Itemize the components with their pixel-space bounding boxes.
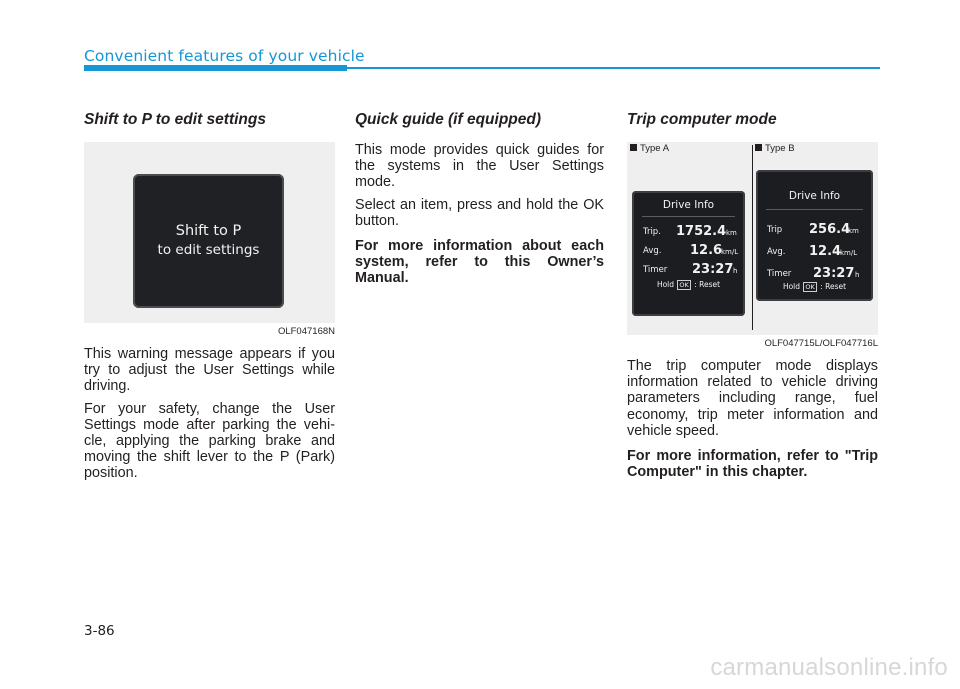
timer-label: Timer [643,265,668,275]
separator [766,209,863,210]
section-heading: Shift to P to edit settings [84,111,266,128]
hold-text: Hold [656,280,675,289]
header-title: Convenient features of your vehicle [84,47,365,65]
paragraph-bold: For more information, refer to "Trip Computer" in this chapter. [627,448,878,481]
separator [642,216,735,217]
header-accent-bar [84,65,347,71]
type-a-label [630,143,669,154]
paragraph: This warning message appears if you try to adjust the User Settings while driving. [84,346,335,395]
timer-value: 23:27 [692,262,734,277]
type-a-text: Type A [640,143,670,154]
timer-label: Timer [767,269,792,279]
trip-row [756,221,873,237]
lcd-line-2: to edit settings [157,242,260,258]
trip-unit: km [726,229,737,237]
trip-label: Trip [767,225,783,235]
hold-text: Hold [782,282,801,291]
reset-text: : Reset [694,280,721,289]
type-b-label [755,143,795,154]
paragraph: Select an item, press and hold the OK button. [355,196,604,229]
avg-value: 12.4 [809,244,842,259]
timer-unit: h [855,271,860,279]
avg-row [756,243,873,259]
avg-value: 12.6 [690,243,723,258]
watermark: carmanualsonline.info [710,654,948,681]
trip-value: 256.4 [809,222,851,237]
section-heading: Quick guide (if equipped) [355,111,541,128]
drive-info-panel-a [632,191,745,316]
avg-label: Avg. [767,247,786,257]
timer-value: 23:27 [813,266,855,281]
column-trip-computer [627,110,878,486]
reset-text: : Reset [820,282,847,291]
trip-unit: km [848,227,859,235]
timer-row [632,261,745,277]
figure-caption: OLF047168N [277,326,335,337]
hold-reset-hint [632,280,745,290]
lcd-line-1: Shift to P [175,223,242,239]
drive-info-title: Drive Info [788,190,841,202]
column-quick-guide [355,110,604,293]
timer-unit: h [733,267,738,275]
hold-reset-hint [756,282,873,292]
figure-shift-to-p [84,142,335,323]
page-number: 3-86 [84,623,115,639]
timer-row [756,265,873,281]
cluster-lcd-message [133,174,284,308]
paragraph: The trip computer mode displays information related to vehicle driving parameters including range, fuel economy, trip meter information and vehicle speed. [627,358,878,439]
trip-row [632,223,745,239]
bullet-square-icon [755,144,762,151]
paragraph-bold: For more information about each system, refer to this Owner’s Manual. [355,238,604,287]
drive-info-title: Drive Info [662,199,715,211]
column-shift-to-p [84,110,335,488]
ok-button-icon: OK [805,283,815,291]
avg-label: Avg. [643,246,662,256]
drive-info-panel-b [756,170,873,301]
avg-row [632,242,745,258]
paragraph: This mode provides quick guides for the systems in the User Settings mode. [355,142,604,191]
bullet-square-icon [630,144,637,151]
type-b-text: Type B [765,143,795,154]
paragraph: For your safety, change the User Settings mode after parking the vehi-cle, applying the parking brake and moving the shift lever to the P (Park) position. [84,400,335,482]
figure-caption: OLF047715L/OLF047716L [764,338,878,349]
avg-unit: km/L [840,249,858,257]
figure-trip-computer [627,142,878,335]
trip-value: 1752.4 [676,224,727,239]
section-heading: Trip computer mode [627,111,777,128]
avg-unit: km/L [721,248,739,256]
figure-divider [752,145,753,330]
ok-button-icon: OK [679,281,689,289]
trip-label: Trip. [643,227,661,237]
